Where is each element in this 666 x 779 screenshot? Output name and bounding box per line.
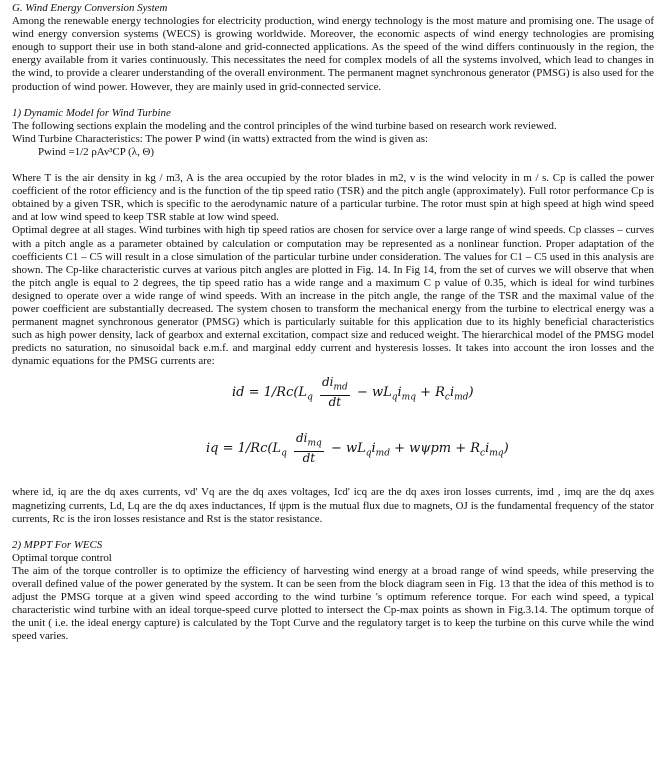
eq2-lhs: iq = 1/Rc(L — [206, 441, 282, 457]
eq2-rest3: + wψpm + R — [389, 441, 481, 457]
eq2-close: ) — [503, 441, 509, 457]
eq1-denominator: dt — [328, 394, 342, 409]
eq2-fraction — [294, 432, 324, 465]
eq1-rest4-sub: md — [454, 392, 469, 403]
eq1-rest1: − wL — [356, 385, 392, 401]
eq2-lhs-sub: q — [281, 448, 287, 459]
eq2-numerator — [294, 432, 324, 451]
paragraph-optimal: Optimal degree at all stages. Wind turbines with high tip speed ratios are chosen for service over a large range of wind speeds. Cp classes – curves with a pitch angle as a parameter obtained by calculation or computation may be represented as a nonlinear function. Proper adaptation of the coefficients C1 – C5 will result in a close simulation of the particular turbine under consideration. The values for C1 – C5 used in this analysis are shown. The Cp-like characteristic curves at various pitch angles are plotted in Fig. 14. In Fig 14, from the set of curves we will observe that when the pitch angle is equal to 2 degrees, the tip speed ratio has a wide range and a maximum C p value of 0.35, which is ideal for wind turbines designed to operate over a wide range of wind speeds. With an increase in the pitch angle, the range of the TSR and the maximal value of the power coefficient are substantially decreased. The system chosen to transform the mechanical energy from the turbine to electrical energy was a permanent magnet synchronous generator (PMSG) which is particularly suitable for this application due to its highly beneficial characteristics such as high power density, lack of gearbox and external excitation, compact size and reduced weight. The hierarchical model of the PMSG model predicts no saturation, no sinusoidal back e.m.f. and marginal eddy current and hysteresis losses. It takes into account the iron losses and the dynamic equations for the PMSG currents are: — [12, 224, 654, 368]
eq1-lhs: id = 1/Rc(L — [232, 385, 308, 401]
power-formula: Pwind =1/2 ρAv³CP (λ, Θ) — [38, 145, 155, 158]
paragraph-variables: where id, iq are the dq axes currents, vd' Vq are the dq axes voltages, Icd' icq are the dq axes iron losses currents, imd , imq are the dq axes magnetizing currents, Ld, Lq are the dq axes inductances, If ψpm is the mutual flux due to magnets, OJ is the fundamental frequency of the stator currents, Rc is the iron losses resistance and Rst is the stator resistance. — [12, 486, 654, 525]
paragraph-where: Where T is the air density in kg / m3, A is the area occupied by the rotor blades in m2, v is the wind velocity in m / s. Cp is called the power coefficient of the rotor efficiency and is the function of the tip speed ratio (TSR) and the pitch angle (approximately). Full rotor performance Cp is obtained by a given TSR, which is specific to the aerodynamic nature of a particular turbine. The rotor must spin at high speed at high wind speed and at low wind speed to keep TSR stable at low wind speed. — [12, 172, 654, 224]
eq1-fraction — [320, 376, 350, 409]
eq1-rest4: i — [449, 385, 455, 401]
eq1-close: ) — [468, 385, 474, 401]
eq2-rest1: − wL — [330, 441, 366, 457]
paragraph-torque-control: The aim of the torque controller is to optimize the efficiency of harvesting wind energy at a broad range of wind speeds, while preserving the overall defined value of the power generated by the system. It can be seen from the block diagram seen in Fig. 13 that the idea of this method is to adjust the PMSG torque at a given wind speed according to the wind turbine 's optimum reference torque. For each wind speed, a typical characteristic wind turbine with an ideal torque-speed curve plotted to intersect the Cp-max points as shown in Fig.3.14. The optimum torque of the unit ( i.e. the ideal energy capture) is calculated by the Topt Curve and the regulatory target is to keep the turbine on this curve while the wind speed varies. — [12, 564, 654, 643]
eq2-denominator: dt — [302, 450, 316, 465]
eq1-num-text: di — [321, 375, 334, 390]
equation-id — [232, 376, 654, 416]
paragraph-wind-energy: Among the renewable energy technologies for electricity production, wind energy technology is the most mature and promising one. The usage of wind energy conversion systems (WECS) is growing worldwide. Moreover, the economic aspects of wind energy technologies are promising enough to support their use in both stand-alone and grid-connected applications. As the speed of the wind differs continuously in the region, the energy available from it varies continuously. This necessitates the need for complex models of all the systems involved, which lead to changes in the wind, to provide a clearer understanding of the overall environment. The permanent magnet synchronous generator (PMSG) is also used for the production of wind power. However, they are mainly used in grid-connected service. — [12, 15, 654, 93]
section-heading-mppt: 2) MPPT For WECS — [12, 538, 103, 551]
eq2-rest3-sub: c — [480, 448, 486, 459]
eq1-lhs-sub: q — [307, 392, 313, 403]
spacer — [12, 159, 654, 172]
spacer — [12, 526, 654, 539]
eq1-num-sub: md — [333, 382, 348, 393]
eq2-rest2: i — [371, 441, 376, 457]
subheading-optimal-torque: Optimal torque control — [12, 551, 112, 564]
section-heading-dynamic-model: 1) Dynamic Model for Wind Turbine — [12, 106, 171, 119]
intro-line-2: Wind Turbine Characteristics: The power P wind (in watts) extracted from the wind is given as: — [12, 132, 429, 145]
eq2-rest4: i — [485, 441, 490, 457]
equation-iq — [206, 432, 654, 472]
eq2-num-text: di — [295, 431, 308, 446]
eq2-rest2-sub: md — [375, 448, 390, 459]
eq1-rest2-sub: mq — [401, 392, 416, 403]
section-heading-g: G. Wind Energy Conversion System — [12, 2, 168, 14]
eq1-numerator — [320, 376, 350, 395]
eq1-rest2: i — [397, 385, 402, 401]
eq2-rest1-sub: q — [365, 448, 372, 459]
eq2-rest4-sub: mq — [489, 448, 504, 459]
eq2-num-sub: mq — [307, 438, 322, 449]
intro-line-1: The following sections explain the modeling and the control principles of the wind turbine based on research work reviewed. — [12, 119, 557, 132]
spacer — [12, 94, 654, 107]
eq1-rest1-sub: q — [391, 392, 398, 403]
eq1-rest3-sub: c — [444, 392, 450, 403]
eq1-rest3: + R — [415, 385, 445, 401]
